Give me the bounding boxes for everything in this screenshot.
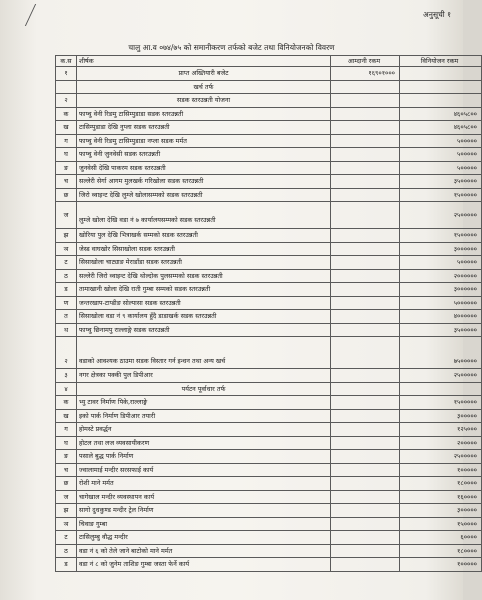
table-row (56, 369, 482, 383)
table-row (56, 450, 482, 464)
row-income (331, 323, 400, 337)
row-income (331, 396, 400, 410)
table-row (56, 463, 482, 477)
header-income: आम्दानी रकम (331, 56, 400, 67)
row-expense: ४६०५८०० (400, 107, 482, 121)
table-row (56, 283, 482, 297)
row-expense: ५००००० (400, 161, 482, 175)
row-title: सिसाखोला चाट्याङ मेराडाँडा सडक स्तरउन्नती (77, 256, 331, 270)
row-income (331, 531, 400, 545)
row-expense: १००००० (400, 558, 482, 572)
table-row (56, 242, 482, 256)
row-sn: ड (56, 558, 77, 572)
row-title: जेस्ड वाघखोर सिसाखोला सडक स्तरउन्नती (77, 242, 331, 256)
table-row (56, 409, 482, 423)
row-expense: ६०००० (400, 531, 482, 545)
row-sn: ठ (56, 269, 77, 283)
row-sn: ज (56, 490, 77, 504)
row-title: फाप्चु वेनी रिङमु टासिम्पुडाडा नप्ला सडक मर्मत (77, 134, 331, 148)
row-income (331, 450, 400, 464)
row-title: सल्लेरी जिरो व्वाइन्ट देखि थोल्दोक पुलसम्मको सडक स्तरउन्नती (77, 269, 331, 283)
table-row (56, 148, 482, 162)
row-expense: २५००००० (400, 369, 482, 383)
document-title: चालु आ.व ०७४/७५ को समानीकरण तर्फको बजेट तथा विनियोजनको विवरण (128, 43, 335, 52)
table-row (56, 67, 482, 81)
row-sn: घ (56, 148, 77, 162)
row-sn (56, 80, 77, 94)
row-title: होमस्टे प्रवर्द्धन (77, 423, 331, 437)
row-sn: छ (56, 477, 77, 491)
row-income (331, 242, 400, 256)
row-title: वडा नं ८ को जुनेम ताशिङ गुम्बा जस्ता फेर्ने कार्य (77, 558, 331, 572)
row-title: सल्लेरी सेर्गा आगम मुलखर्क गरिखोला सडक स्तरउन्नती (77, 175, 331, 189)
row-expense: १८०००० (400, 477, 482, 491)
table-row (56, 229, 482, 243)
row-income (331, 121, 400, 135)
row-income (331, 161, 400, 175)
row-sn: झ (56, 229, 77, 243)
table-row (56, 337, 482, 369)
row-title: रोशी माने मर्मत (77, 477, 331, 491)
row-sn: ग (56, 423, 77, 437)
row-title: टासिलुम्बु वौद्ध मन्दीर (77, 531, 331, 545)
row-expense (400, 382, 482, 396)
row-expense: ५००००० (400, 134, 482, 148)
row-income (331, 229, 400, 243)
table-row (56, 517, 482, 531)
row-income (331, 504, 400, 518)
row-expense: २५००००० (400, 450, 482, 464)
row-income (331, 382, 400, 396)
row-expense: ३००००० (400, 504, 482, 518)
row-title: तामाखानी खोला देखि राती गुम्बा सम्मको सडक स्तरउन्नती (77, 283, 331, 297)
row-sn: ठ (56, 544, 77, 558)
table-row (56, 94, 482, 108)
row-sn: ख (56, 121, 77, 135)
row-expense: ३५००००० (400, 323, 482, 337)
row-income (331, 463, 400, 477)
row-expense: २५००००० (400, 202, 482, 229)
header-title: शीर्षक (77, 56, 331, 67)
table-row (56, 558, 482, 572)
table-row (56, 310, 482, 324)
row-sn: झ (56, 504, 77, 518)
row-income (331, 134, 400, 148)
row-title: खोरिया पुल देखि भित्राखर्क सम्मको सडक स्तरउन्नती (77, 229, 331, 243)
row-title: पर्यटन पूर्वाधार तर्फ (77, 382, 331, 396)
row-expense: ५००००० (400, 148, 482, 162)
budget-table-body (56, 56, 482, 572)
row-income (331, 80, 400, 94)
row-title: प्राप्त अख्तियारी बजेट (77, 67, 331, 81)
row-income (331, 423, 400, 437)
row-expense: १५००००० (400, 188, 482, 202)
row-sn: ग (56, 134, 77, 148)
row-title: पसाले बुद्ध पार्क निर्माण (77, 450, 331, 464)
row-sn: थ (56, 323, 77, 337)
table-row (56, 107, 482, 121)
row-income (331, 269, 400, 283)
row-expense: १००००० (400, 463, 482, 477)
row-income (331, 202, 400, 229)
table-row (56, 188, 482, 202)
row-income (331, 94, 400, 108)
row-sn: छ (56, 188, 77, 202)
annex-label: अनुसूची १ (423, 10, 451, 19)
row-income (331, 283, 400, 297)
row-title: खर्च तर्फ (77, 80, 331, 94)
table-row (56, 256, 482, 270)
row-title: जन्तरखाप-टाप्डीङ सोल्पासा सडक स्तरउन्नती (77, 296, 331, 310)
row-sn: ४ (56, 382, 77, 396)
row-title: जिरो व्वाइन्ट देखि लुम्जे खोलासम्मको सडक स्तरउन्नती (77, 188, 331, 202)
row-income (331, 256, 400, 270)
row-sn: १ (56, 67, 77, 81)
row-expense (400, 94, 482, 108)
table-row (56, 531, 482, 545)
row-sn: ३ (56, 369, 77, 383)
row-sn: ट (56, 531, 77, 545)
row-income (331, 517, 400, 531)
row-title: इको पार्क निर्माण डिपीआर तयारी (77, 409, 331, 423)
row-sn: ट (56, 256, 77, 270)
row-sn: च (56, 175, 77, 189)
row-income (331, 175, 400, 189)
header-sn: क.स (56, 56, 77, 67)
row-sn: ङ (56, 161, 77, 175)
row-income (331, 107, 400, 121)
row-sn: २ (56, 337, 77, 369)
row-income (331, 369, 400, 383)
row-expense (400, 80, 482, 94)
row-sn: ण (56, 296, 77, 310)
row-sn: २ (56, 94, 77, 108)
row-title: होटल तथा लज व्यवसायीकरण (77, 436, 331, 450)
table-row (56, 423, 482, 437)
pen-mark (25, 4, 50, 26)
row-title: फाप्चु वेनी जुनवेसी सडक स्तरउन्नती (77, 148, 331, 162)
row-income: १६९०१००० (331, 67, 400, 81)
row-title: वडाको आवश्यक ठाउमा सडक विस्तार गर्न इन्धन तथा अन्य खर्च (77, 337, 331, 369)
row-expense: १६०००० (400, 490, 482, 504)
row-expense: २००००० (400, 436, 482, 450)
row-expense: ४६०५८०० (400, 121, 482, 135)
row-income (331, 409, 400, 423)
table-row (56, 296, 482, 310)
row-expense: २०००००० (400, 269, 482, 283)
row-sn: ख (56, 409, 77, 423)
row-expense: १५०००० (400, 517, 482, 531)
table-row (56, 202, 482, 229)
table-row (56, 544, 482, 558)
row-income (331, 148, 400, 162)
row-sn: त (56, 310, 77, 324)
budget-table (55, 55, 482, 572)
row-title: वडा नं ६ को तेले जाने बाटोको माने मर्मत (77, 544, 331, 558)
table-row (56, 121, 482, 135)
row-title: ज्वालामाई मन्दीर सरसफाई कार्य (77, 463, 331, 477)
row-expense: ४०००००० (400, 310, 482, 324)
row-sn: ज (56, 202, 77, 229)
row-expense: ७५००००० (400, 337, 482, 369)
table-row (56, 490, 482, 504)
row-title: फाप्चु छिनामपु राल्लाङ्गे सडक स्तरउन्नती (77, 323, 331, 337)
row-expense: ३००००० (400, 409, 482, 423)
row-sn: घ (56, 436, 77, 450)
row-income (331, 544, 400, 558)
row-title: फाप्चु वेनी रिङमु टासिम्पुडाडा सडक स्तरउन्नती (77, 107, 331, 121)
row-expense: १५००००० (400, 229, 482, 243)
row-sn: ड (56, 283, 77, 297)
row-expense: ३०००००० (400, 242, 482, 256)
table-row (56, 396, 482, 410)
header-expense: विनियोजन रकम (400, 56, 482, 67)
row-expense: १८०००० (400, 544, 482, 558)
row-title: जुनवेसी देखि पाकरम सडक स्तरउन्नती (77, 161, 331, 175)
row-income (331, 558, 400, 572)
table-row (56, 134, 482, 148)
row-expense: १५००००० (400, 396, 482, 410)
row-sn: क (56, 396, 77, 410)
row-income (331, 337, 400, 369)
table-row (56, 436, 482, 450)
row-title: टासिम्पुडाडा देखि नुप्ला सडक स्तरउन्नती (77, 121, 331, 135)
row-income (331, 296, 400, 310)
table-row (56, 477, 482, 491)
table-row (56, 269, 482, 283)
row-expense: ३०००००० (400, 283, 482, 297)
row-sn: क (56, 107, 77, 121)
row-income (331, 436, 400, 450)
table-row (56, 161, 482, 175)
row-expense: ५०००००० (400, 296, 482, 310)
row-title: लुम्जे खोला देखि वडा नं ७ कार्यालयसम्मको सडक स्तरउन्नती (77, 202, 331, 229)
row-income (331, 310, 400, 324)
row-title: नगर क्षेत्रका पक्की पुल डिपीआर (77, 369, 331, 383)
table-row (56, 382, 482, 396)
row-expense (400, 67, 482, 81)
table-row (56, 80, 482, 94)
table-row (56, 175, 482, 189)
row-sn: ञ (56, 242, 77, 256)
row-expense: १२५००० (400, 423, 482, 437)
row-title: सिसाखोला वडा नं ९ कार्यालय हुँदै डाडाखर्क सडक स्तरउन्नती (77, 310, 331, 324)
row-sn: ङ (56, 450, 77, 464)
row-title: चागेखाल मन्दीर व्यवस्थापन कार्य (77, 490, 331, 504)
table-row (56, 323, 482, 337)
row-income (331, 477, 400, 491)
row-title: भ्यु टावर निर्माण पिके,राल्लाङ्गे (77, 396, 331, 410)
row-sn: च (56, 463, 77, 477)
table-header-row (56, 56, 482, 67)
row-title: सडक स्तरउन्नती योजना (77, 94, 331, 108)
row-expense: ३५००००० (400, 175, 482, 189)
row-title: चिवाङ गुम्बा (77, 517, 331, 531)
row-sn: ञ (56, 517, 77, 531)
row-title: सागो दुधकुण्ड मन्दीर ट्रेल निर्माण (77, 504, 331, 518)
row-income (331, 188, 400, 202)
row-income (331, 490, 400, 504)
table-row (56, 504, 482, 518)
row-expense: ५००००० (400, 256, 482, 270)
